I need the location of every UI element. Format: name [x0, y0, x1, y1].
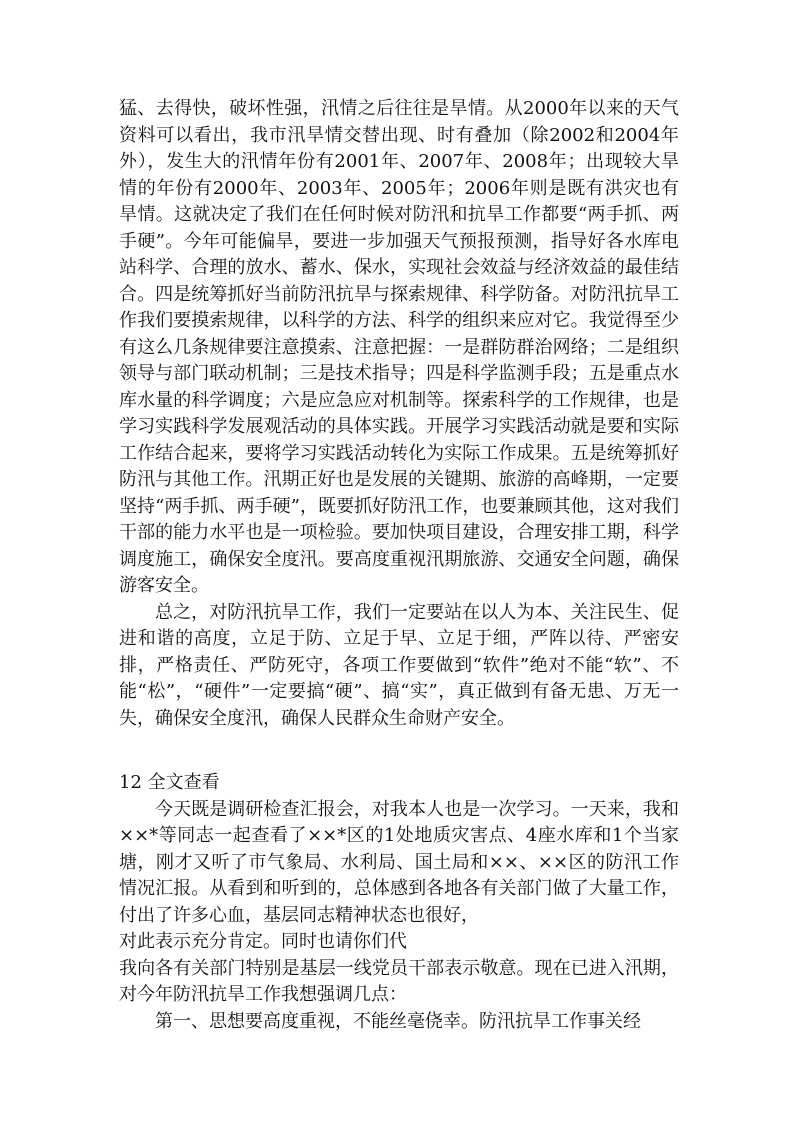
- section-continuation: [119, 96, 679, 732]
- paragraph-summary: 总之，对防汛抗旱工作，我们一定要站在以人为本、关注民生、促进和谐的高度，立足于防、立足于早、立足于细，严阵以待、严密安排，严格责任、严防死守，各项工作要做到“软件”绝对不能“软”、不能“松”，“硬件”一定要搞“硬”、搞“实”，真正做到有备无患、万无一失，确保安全度汛，确保人民群众生命财产安全。: [119, 601, 679, 729]
- paragraph-respect: 我向各有关部门特别是基层一线党员干部表示敬意。现在已进入汛期，对今年防汛抗旱工作我想强调几点：: [119, 957, 679, 1005]
- paragraph-flood-drought-patterns: 猛、去得快，破坏性强，汛情之后往往是旱情。从2000年以来的天气资料可以看出，我市汛旱情交替出现、时有叠加（除2002和2004年外），发生大的汛情年份有2001年、2007年、2008年；出现较大旱情的年份有2000年、2003年、2005年；2006年则是既有洪灾也有旱情。这就决定了我们在任何时候对防汛和抗旱工作都要“两手抓、两手硬”。今年可能偏旱，要进一步加强天气预报预测，指导好各水库电站科学、合理的放水、蓄水、保水，实现社会效益与经济效益的最佳结合。四是统筹抓好当前防汛抗旱与探索规律、科学防备。对防汛抗旱工作我们要摸索规律，以科学的方法、科学的组织来应对它。我觉得至少有这么几条规律要注意摸索、注意把握：一是群防群治网络；二是组织领导与部门联动机制；三是技术指导；四是科学监测手段；五是重点水库水量的科学调度；六是应急应对机制等。探索科学的工作规律，也是学习实践科学发展观活动的具体实践。开展学习实践活动就是要和实际工作结合起来，要将学习实践活动转化为实际工作成果。五是统筹抓好防汛与其他工作。汛期正好也是发展的关键期、旅游的高峰期，一定要坚持“两手抓、两手硬”，既要抓好防汛工作，也要兼顾其他，这对我们干部的能力水平也是一项检验。要加快项目建设，合理安排工期，科学调度施工，确保安全度汛。要高度重视汛期旅游、交通安全问题，确保游客安全。: [119, 98, 679, 596]
- section-heading: 12 全文查看: [119, 772, 220, 793]
- section-full-text: [119, 770, 679, 1035]
- paragraph-inspection-report: 今天既是调研检查汇报会，对我本人也是一次学习。一天来，我和××*等同志一起查看了××*区的1处地质灾害点、4座水库和1个当家塘，刚才又听了市气象局、水利局、国土局和××、××区的防汛工作情况汇报。从看到和听到的，总体感到各地各有关部门做了大量工作，付出了许多心血，基层同志精神状态也很好，: [119, 798, 679, 926]
- paragraph-inspection-report-tail: 对此表示充分肯定。同时也请你们代: [119, 931, 407, 952]
- paragraph-point-one: 第一、思想要高度重视，不能丝毫侥幸。防汛抗旱工作事关经: [155, 1010, 641, 1032]
